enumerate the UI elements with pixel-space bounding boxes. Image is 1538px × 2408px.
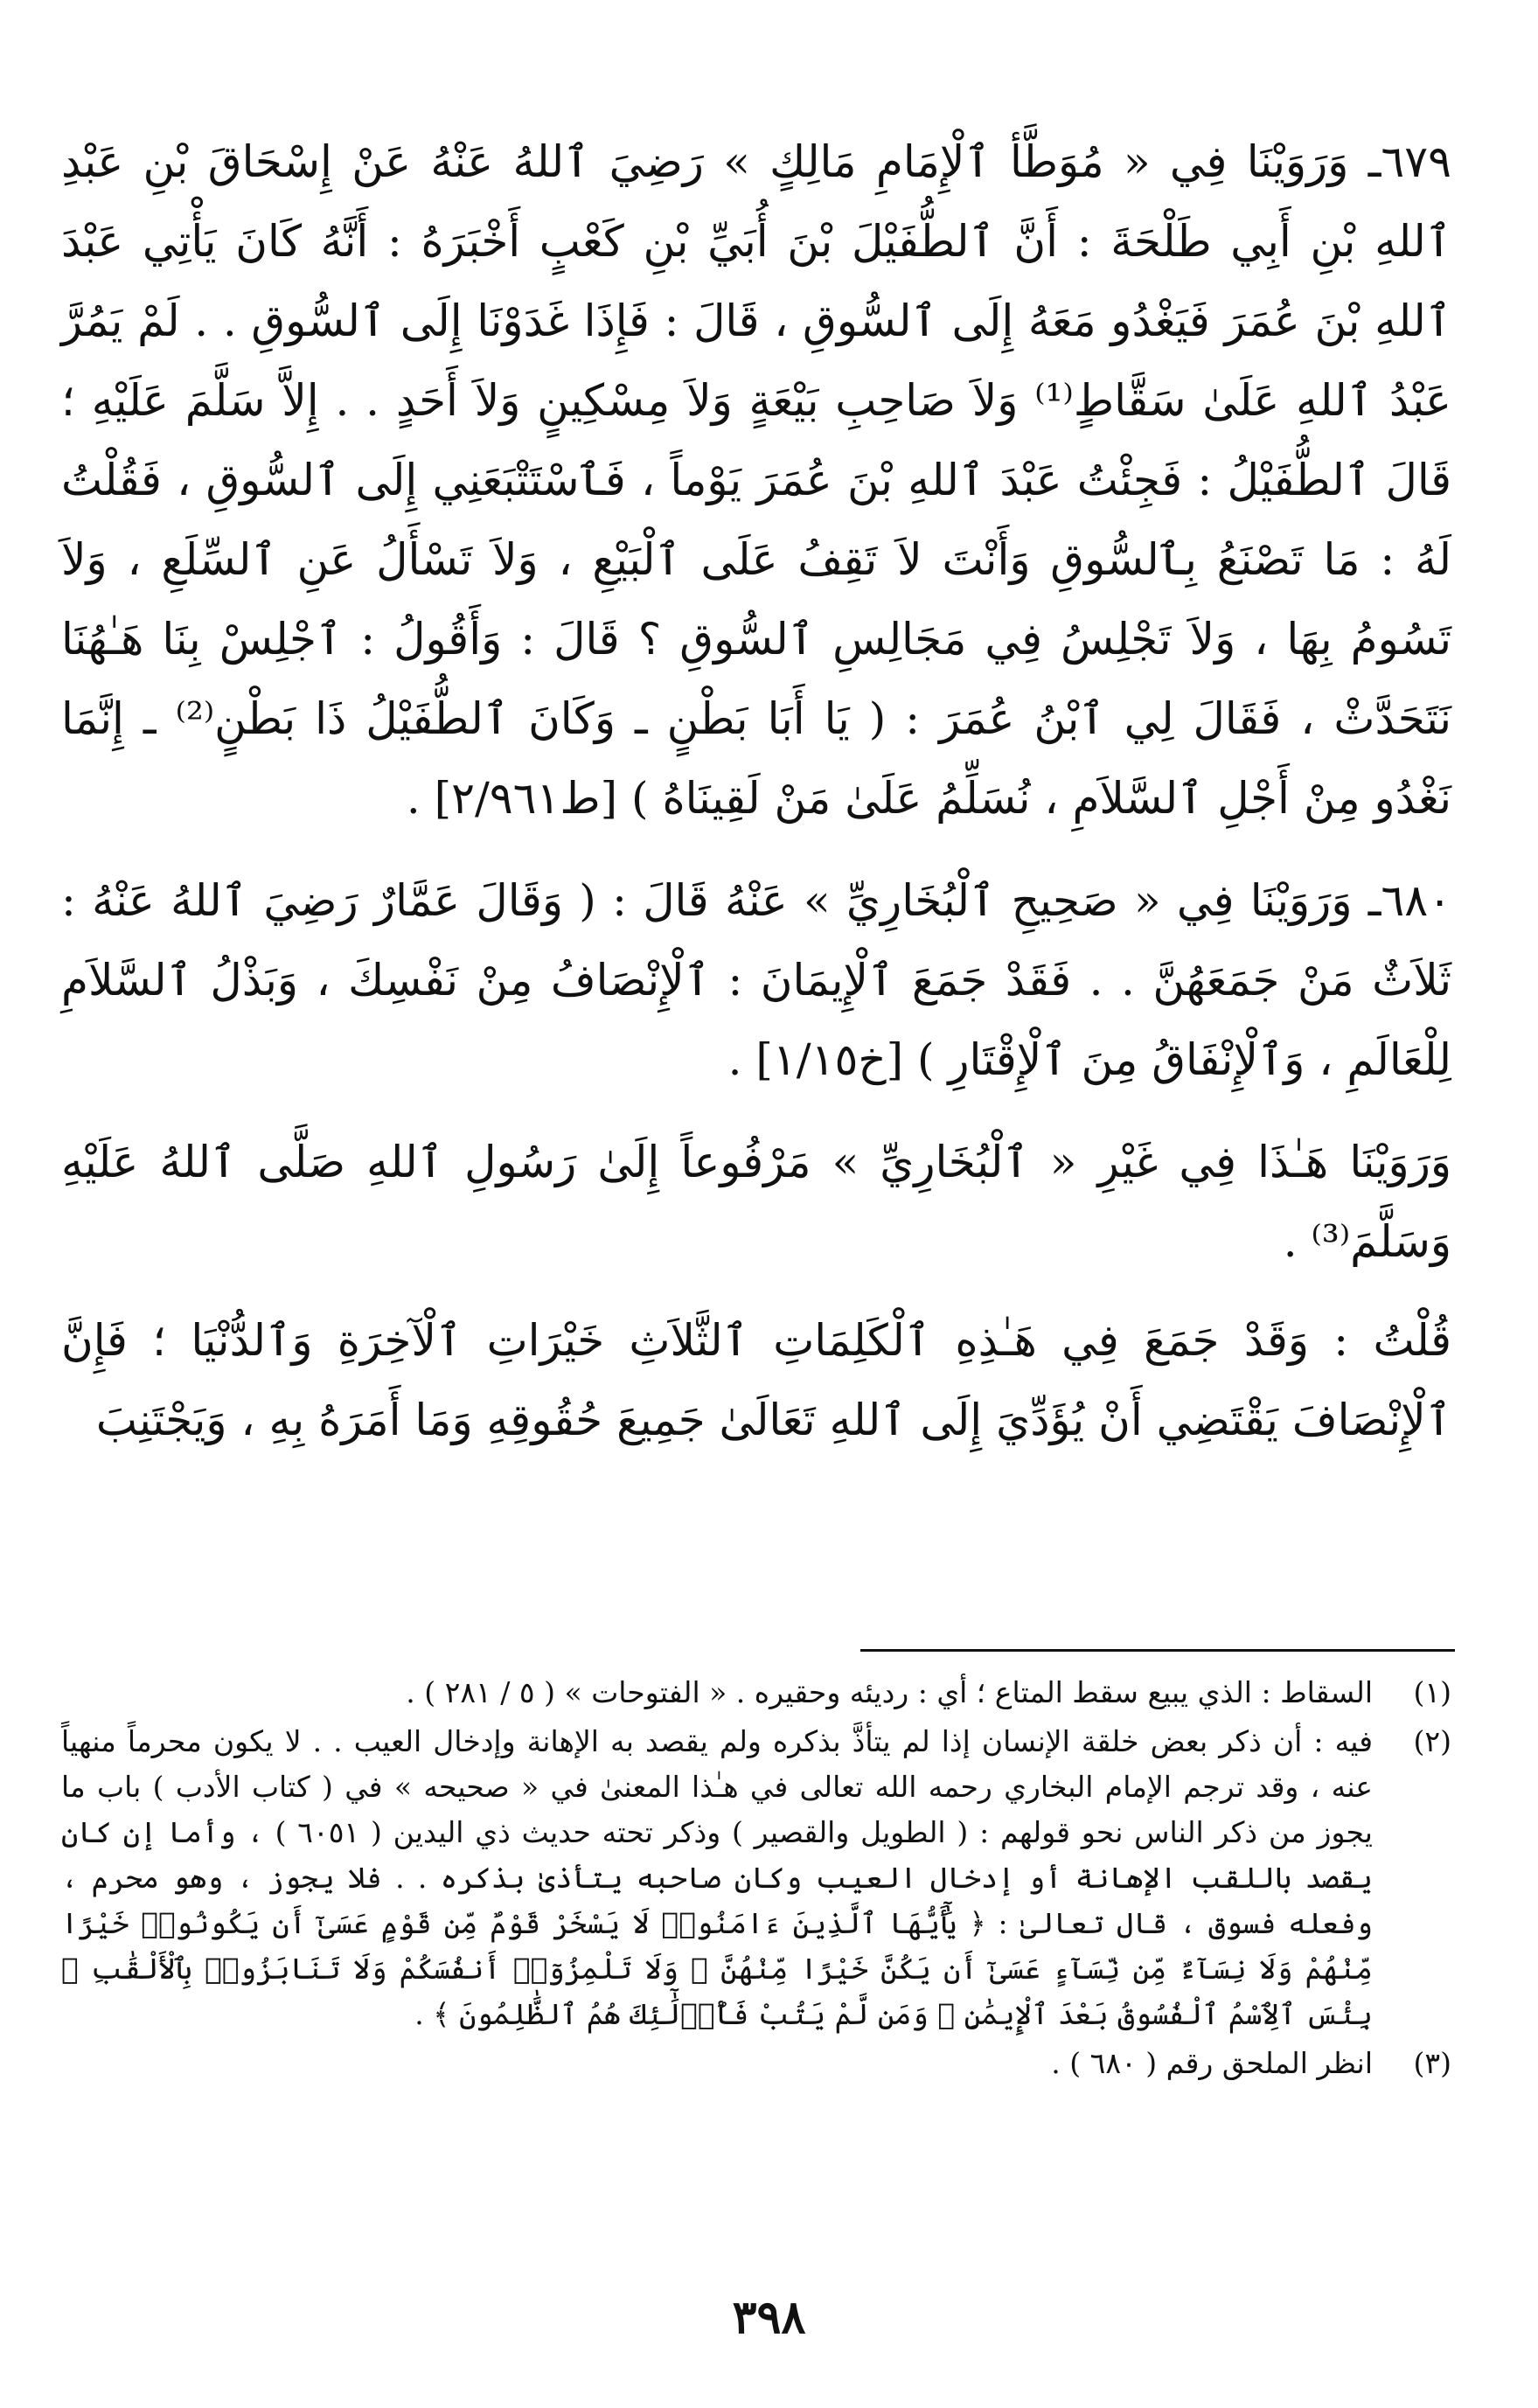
page-number: ٣٩٨ xyxy=(732,2291,806,2344)
footnote-text: السقاط : الذي يبيع سقط المتاع ؛ أي : رديئه وحقيره . « الفتوحات » ( ٥ / ٢٨١ ) . xyxy=(406,1675,1373,1709)
footnote-2 xyxy=(61,1719,1451,2037)
footnotes xyxy=(61,1670,1451,2090)
footnote-marker: (٣) xyxy=(1413,2046,1451,2080)
paragraph-679: ٦٧٩ـ وَرَوَيْنَا فِي « مُوَطَّأ ٱلْإِمَامِ مَالِكٍ » رَضِيَ ٱللهُ عَنْهُ عَنْ إِسْحَاقَ بْنِ عَبْدِ ٱللهِ بْنِ أَبِي طَلْحَةَ : أَنَّ ٱلطُّفَيْلَ بْنَ أُبَيِّ بْنِ كَعْبٍ أَخْبَرَهُ : أَنَّهُ كَانَ يَأْتِي عَبْدَ ٱللهِ بْنَ عُمَرَ فَيَغْدُو مَعَهُ إِلَى ٱلسُّوقِ ، قَالَ : فَإِذَا غَدَوْنَا إِلَى ٱلسُّوقِ . . لَمْ يَمُرَّ عَبْدُ ٱللهِ عَلَىٰ سَقَّاطٍ⁽¹⁾ وَلاَ صَاحِبِ بَيْعَةٍ وَلاَ مِسْكِينٍ وَلاَ أَحَدٍ . . إِلاَّ سَلَّمَ عَلَيْهِ ؛ قَالَ ٱلطُّفَيْلُ : فَجِئْتُ عَبْدَ ٱللهِ بْنَ عُمَرَ يَوْماً ، فَٱسْتَتْبَعَنِي إِلَى ٱلسُّوقِ ، فَقُلْتُ لَهُ : مَا تَصْنَعُ بِٱلسُّوقِ وَأَنْتَ لاَ تَقِفُ عَلَى ٱلْبَيْعِ ، وَلاَ تَسْأَلُ عَنِ ٱلسِّلَعِ ، وَلاَ تَسُومُ بِهَا ، وَلاَ تَجْلِسُ فِي مَجَالِسِ ٱلسُّوقِ ؟ قَالَ : وَأَقُولُ : ٱجْلِسْ بِنَا هَـٰهُنَا نَتَحَدَّثْ ، فَقَالَ لِي ٱبْنُ عُمَرَ : ( يَا أَبَا بَطْنٍ ـ وَكَانَ ٱلطُّفَيْلُ ذَا بَطْنٍ⁽²⁾ ـ إِنَّمَا نَغْدُو مِنْ أَجْلِ ٱلسَّلاَمِ ، نُسَلِّمُ عَلَىٰ مَنْ لَقِينَاهُ ) [ط٢/٩٦١] . xyxy=(61,136,1452,824)
footnote-3 xyxy=(61,2041,1451,2086)
footnote-text: فيه : أن ذكر بعض خلقة الإنسان إذا لم يتأذَّ بذكره ولم يقصد به الإهانة وإدخال العيب . . لا يكون محرماً منهياً عنه ، وقد ترجم الإمام البخاري رحمه الله تعالى في هـٰذا المعنىٰ في « صحيحه » في ( كتاب الأدب ) باب ما يجوز من ذكر الناس نحو قولهم : ( الطويل والقصير ) وذكر تحته حديث ذي اليدين ( ٦٠٥١ ) ، وأما إن كان يقصد باللقب الإهانة أو إدخال العيب وكان صاحبه يتأذىٰ بذكره . . فلا يجوز ، وهو محرم ، وفعله فسوق ، قال تعالىٰ : ﴿ يَٰٓأَيُّهَا ٱلَّذِينَ ءَامَنُوا۟ لَا يَسْخَرْ قَوْمٌ مِّن قَوْمٍ عَسَىٰٓ أَن يَكُونُوا۟ خَيْرًا مِّنْهُمْ وَلَا نِسَآءٌ مِّن نِّسَآءٍ عَسَىٰٓ أَن يَكُنَّ خَيْرًا مِّنْهُنَّ ۖ وَلَا تَلْمِزُوٓا۟ أَنفُسَكُمْ وَلَا تَنَابَزُوا۟ بِٱلْأَلْقَٰبِ ۖ بِئْسَ ٱلِٱسْمُ ٱلْفُسُوقُ بَعْدَ ٱلْإِيمَٰنِ ۚ وَمَن لَّمْ يَتُبْ فَأُو۟لَٰٓئِكَ هُمُ ٱلظَّٰلِمُونَ ﴾ . xyxy=(61,1724,1373,2031)
paragraph-qultu: قُلْتُ : وَقَدْ جَمَعَ فِي هَـٰذِهِ ٱلْكَلِمَاتِ ٱلثَّلاَثِ خَيْرَاتِ ٱلْآخِرَةِ وَٱلدُّنْيَا ؛ فَإِنَّ ٱلْإِنْصَافَ يَقْتَضِي أَنْ يُؤَدِّيَ إِلَى ٱللهِ تَعَالَىٰ جَمِيعَ حُقُوقِهِ وَمَا أَمَرَهُ بِهِ ، وَيَجْتَنِبَ xyxy=(61,1315,1451,1445)
main-text xyxy=(61,122,1451,1483)
paragraph-680: ٦٨٠ـ وَرَوَيْنَا فِي « صَحِيحِ ٱلْبُخَارِيِّ » عَنْهُ قَالَ : ( وَقَالَ عَمَّارٌ رَضِيَ ٱللهُ عَنْهُ : ثَلاَثٌ مَنْ جَمَعَهُنَّ . . فَقَدْ جَمَعَ ٱلْإِيمَانَ : ٱلْإِنْصَافُ مِنْ نَفْسِكَ ، وَبَذْلُ ٱلسَّلاَمِ لِلْعَالَمِ ، وَٱلْإِنْفَاقُ مِنَ ٱلْإِقْتَارِ ) [خ١/١٥] . xyxy=(61,875,1451,1085)
paragraph-marfu: وَرَوَيْنَا هَـٰذَا فِي غَيْرِ « ٱلْبُخَارِيِّ » مَرْفُوعاً إِلَىٰ رَسُولِ ٱللهِ صَلَّى ٱللهُ عَلَيْهِ وَسَلَّمَ⁽³⁾ . xyxy=(61,1137,1451,1267)
footnote-marker: (١) xyxy=(1413,1675,1451,1709)
footnote-separator xyxy=(860,1649,1455,1652)
footnote-text: انظر الملحق رقم ( ٦٨٠ ) . xyxy=(1051,2046,1373,2080)
footnote-marker: (٢) xyxy=(1413,1724,1451,1758)
footnote-1 xyxy=(61,1670,1451,1716)
